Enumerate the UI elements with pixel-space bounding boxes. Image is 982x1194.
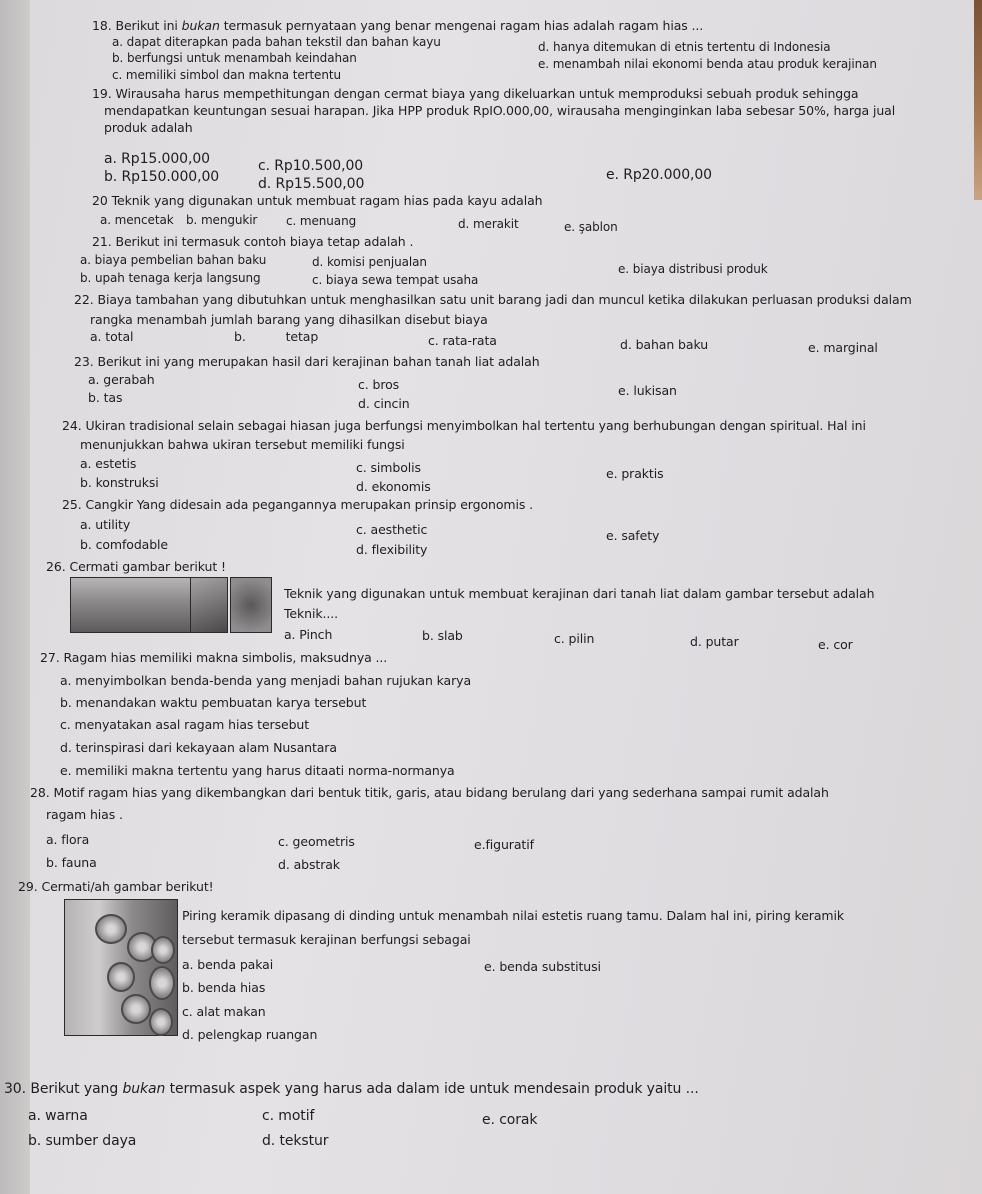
q23-option-e[interactable]: e. lukisan xyxy=(618,383,677,398)
q26-number: 26. xyxy=(46,559,66,574)
q27-option-d[interactable]: d. terinspirasi dari kekayaan alam Nusantara xyxy=(60,740,337,755)
q22-line-1: Biaya tambahan yang dibutuhkan untuk menghasilkan satu unit barang jadi dan muncul ketika dilakukan perluasan produksi dalam xyxy=(97,292,912,307)
q29-option-e[interactable]: e. benda substitusi xyxy=(484,959,601,974)
q22-line-2: rangka menambah jumlah barang yang dihasilkan disebut biaya xyxy=(90,312,488,327)
q28-option-d[interactable]: d. abstrak xyxy=(278,857,340,872)
q21-number: 21. xyxy=(92,234,112,249)
q23-option-d[interactable]: d. cincin xyxy=(358,396,410,411)
q20-option-a[interactable]: a. mencetak xyxy=(100,213,174,227)
q21-option-b[interactable]: b. upah tenaga kerja langsung xyxy=(80,271,261,285)
question-30 xyxy=(4,1080,699,1098)
q28-option-b[interactable]: b. fauna xyxy=(46,855,97,870)
q19-line-1: Wirausaha harus mempethitungan dengan cermat biaya yang dikeluarkan untuk memproduksi sebuah produk sehingga xyxy=(115,86,859,101)
question-20 xyxy=(92,193,543,209)
q27-text: Ragam hias memiliki makna simbolis, maksudnya ... xyxy=(63,650,388,665)
question-26 xyxy=(46,559,226,575)
q18-emphasis: bukan xyxy=(181,18,220,33)
q29-option-c[interactable]: c. alat makan xyxy=(182,1004,266,1019)
q18-text-prefix: Berikut ini xyxy=(115,18,182,33)
q28-option-e[interactable]: e.figuratif xyxy=(474,837,534,852)
q18-option-b[interactable]: b. berfungsi untuk menambah keindahan xyxy=(112,51,357,65)
q26-line-2: Teknik.... xyxy=(284,606,338,621)
plate-icon xyxy=(107,962,135,992)
page-left-edge xyxy=(0,0,33,1194)
question-19 xyxy=(92,86,859,102)
q30-option-c[interactable]: c. motif xyxy=(262,1108,315,1124)
q18-number: 18. xyxy=(92,18,112,33)
q26-option-a[interactable]: a. Pinch xyxy=(284,627,333,642)
q26-text: Cermati gambar berikut ! xyxy=(69,559,226,574)
q20-option-b[interactable]: b. mengukir xyxy=(186,213,258,227)
q24-line-2: menunjukkan bahwa ukiran tersebut memiliki fungsi xyxy=(80,437,405,452)
q26-image-panel-2 xyxy=(190,577,228,633)
q26-option-c[interactable]: c. pilin xyxy=(554,631,595,646)
q30-option-d[interactable]: d. tekstur xyxy=(262,1133,329,1149)
q19-option-e[interactable]: e. Rp20.000,00 xyxy=(606,167,712,183)
plate-icon xyxy=(149,1008,173,1036)
plate-icon xyxy=(121,994,151,1024)
question-24 xyxy=(62,418,866,434)
q24-option-e[interactable]: e. praktis xyxy=(606,466,664,481)
q22-option-b[interactable] xyxy=(234,329,318,345)
q28-number: 28. xyxy=(30,785,50,800)
q18-option-a[interactable]: a. dapat diterapkan pada bahan tekstil dan bahan kayu xyxy=(112,35,441,49)
q24-option-c[interactable]: c. simbolis xyxy=(356,460,421,475)
q25-number: 25. xyxy=(62,497,82,512)
q22-option-e[interactable]: e. marginal xyxy=(808,340,878,355)
q26-option-b[interactable]: b. slab xyxy=(422,628,463,643)
q20-option-c[interactable]: c. menuang xyxy=(286,214,357,228)
q19-option-b[interactable]: b. Rp150.000,00 xyxy=(104,169,220,185)
q27-option-a[interactable]: a. menyimbolkan benda-benda yang menjadi bahan rujukan karya xyxy=(60,673,472,688)
question-25 xyxy=(62,497,533,513)
q21-option-c[interactable]: c. biaya sewa tempat usaha xyxy=(312,273,479,287)
q22-option-b-text: tetap xyxy=(285,329,319,344)
q26-line-1: Teknik yang digunakan untuk membuat kerajinan dari tanah liat dalam gambar tersebut adalah xyxy=(284,586,875,601)
q20-number: 20 xyxy=(92,193,108,208)
q21-option-e[interactable]: e. biaya distribusi produk xyxy=(618,262,768,276)
q25-text: Cangkir Yang didesain ada pegangannya merupakan prinsip ergonomis . xyxy=(85,497,533,512)
q19-line-3: produk adalah xyxy=(104,120,193,135)
q21-option-a[interactable]: a. biaya pembelian bahan baku xyxy=(80,253,267,267)
background-table xyxy=(974,0,982,200)
q25-option-e[interactable]: e. safety xyxy=(606,528,660,543)
q24-option-a[interactable]: a. estetis xyxy=(80,456,137,471)
q23-option-a[interactable]: a. gerabah xyxy=(88,372,155,387)
plate-icon xyxy=(95,914,127,944)
q28-option-c[interactable]: c. geometris xyxy=(278,834,355,849)
plate-icon xyxy=(149,966,175,1000)
question-23 xyxy=(74,354,540,370)
question-27 xyxy=(40,650,387,666)
q26-image-panel-1 xyxy=(70,577,192,633)
q23-text: Berikut ini yang merupakan hasil dari kerajinan bahan tanah liat adalah xyxy=(97,354,540,369)
q27-option-e[interactable]: e. memiliki makna tertentu yang harus ditaati norma-normanya xyxy=(60,763,455,778)
q18-option-c[interactable]: c. memiliki simbol dan makna tertentu xyxy=(112,68,341,82)
q29-image-ceramic-plates xyxy=(64,899,178,1036)
q29-option-a[interactable]: a. benda pakai xyxy=(182,957,274,972)
q22-number: 22. xyxy=(74,292,94,307)
question-28 xyxy=(30,785,829,801)
q26-option-d[interactable]: d. putar xyxy=(690,634,739,649)
q21-option-d[interactable]: d. komisi penjualan xyxy=(312,255,427,269)
q28-option-a[interactable]: a. flora xyxy=(46,832,90,847)
q20-text: Teknik yang digunakan untuk membuat ragam hias pada kayu adalah xyxy=(111,193,543,208)
q30-text-suffix: termasuk aspek yang harus ada dalam ide untuk mendesain produk yaitu ... xyxy=(165,1081,699,1097)
question-18 xyxy=(92,18,703,34)
q19-number: 19. xyxy=(92,86,112,101)
q26-image-panel-3 xyxy=(230,577,272,633)
q25-option-c[interactable]: c. aesthetic xyxy=(356,522,428,537)
q18-text-suffix: termasuk pernyataan yang benar mengenai ragam hias adalah ragam hias ... xyxy=(219,18,704,33)
q19-option-d[interactable]: d. Rp15.500,00 xyxy=(258,176,365,192)
q24-option-d[interactable]: d. ekonomis xyxy=(356,479,431,494)
q28-line-1: Motif ragam hias yang dikembangkan dari bentuk titik, garis, atau bidang berulang dari yang sederhana sampai rumit adalah xyxy=(53,785,829,800)
q24-number: 24. xyxy=(62,418,82,433)
q30-emphasis: bukan xyxy=(122,1081,166,1097)
q23-option-c[interactable]: c. bros xyxy=(358,377,400,392)
q29-line-2: tersebut termasuk kerajinan berfungsi sebagai xyxy=(182,932,471,947)
q20-option-e[interactable]: e. şablon xyxy=(564,220,618,234)
question-21 xyxy=(92,234,413,250)
q29-text: Cermati/ah gambar berikut! xyxy=(41,879,214,894)
q18-option-e[interactable]: e. menambah nilai ekonomi benda atau produk kerajinan xyxy=(538,57,877,71)
q30-option-e[interactable]: e. corak xyxy=(482,1112,538,1128)
q25-option-a[interactable]: a. utility xyxy=(80,517,131,532)
question-29 xyxy=(18,879,214,895)
q22-option-b-letter: b. xyxy=(234,329,246,344)
q30-option-b[interactable]: b. sumber daya xyxy=(28,1133,137,1149)
q26-option-e[interactable]: e. cor xyxy=(818,637,853,652)
q19-line-2: mendapatkan keuntungan sesuai harapan. Jika HPP produk RpIO.000,00, wirausaha menginginkan laba sebesar 50%, harga jual xyxy=(104,103,896,118)
q29-line-1: Piring keramik dipasang di dinding untuk menambah nilai estetis ruang tamu. Dalam hal ini, piring keramik xyxy=(182,908,844,923)
q22-option-a[interactable]: a. total xyxy=(90,329,134,344)
question-22 xyxy=(74,292,912,308)
q29-number: 29. xyxy=(18,879,38,894)
q20-option-d[interactable]: d. merakit xyxy=(458,217,519,231)
q30-text-prefix: Berikut yang xyxy=(30,1081,123,1097)
q30-option-a[interactable]: a. warna xyxy=(28,1108,88,1124)
q22-option-d[interactable]: d. bahan baku xyxy=(620,337,709,352)
q23-number: 23. xyxy=(74,354,94,369)
q19-option-a[interactable]: a. Rp15.000,00 xyxy=(104,151,210,167)
plate-icon xyxy=(151,936,175,964)
q27-option-c[interactable]: c. menyatakan asal ragam hias tersebut xyxy=(60,717,310,732)
q25-option-d[interactable]: d. flexibility xyxy=(356,542,428,557)
q27-option-b[interactable]: b. menandakan waktu pembuatan karya tersebut xyxy=(60,695,367,710)
q21-text: Berikut ini termasuk contoh biaya tetap adalah . xyxy=(115,234,414,249)
q29-option-b[interactable]: b. benda hias xyxy=(182,980,266,995)
q19-option-c[interactable]: c. Rp10.500,00 xyxy=(258,158,364,174)
q24-option-b[interactable]: b. konstruksi xyxy=(80,475,159,490)
q24-line-1: Ukiran tradisional selain sebagai hiasan juga berfungsi menyimbolkan hal tertentu yang berhubungan dengan spiritual. Hal ini xyxy=(85,418,866,433)
q27-number: 27. xyxy=(40,650,60,665)
q28-line-2: ragam hias . xyxy=(46,807,123,822)
q30-number: 30. xyxy=(4,1081,26,1097)
q29-option-d[interactable]: d. pelengkap ruangan xyxy=(182,1027,318,1042)
q18-option-d[interactable]: d. hanya ditemukan di etnis tertentu di Indonesia xyxy=(538,40,831,54)
q23-option-b[interactable]: b. tas xyxy=(88,390,123,405)
q25-option-b[interactable]: b. comfodable xyxy=(80,537,169,552)
q22-option-c[interactable]: c. rata-rata xyxy=(428,333,497,348)
